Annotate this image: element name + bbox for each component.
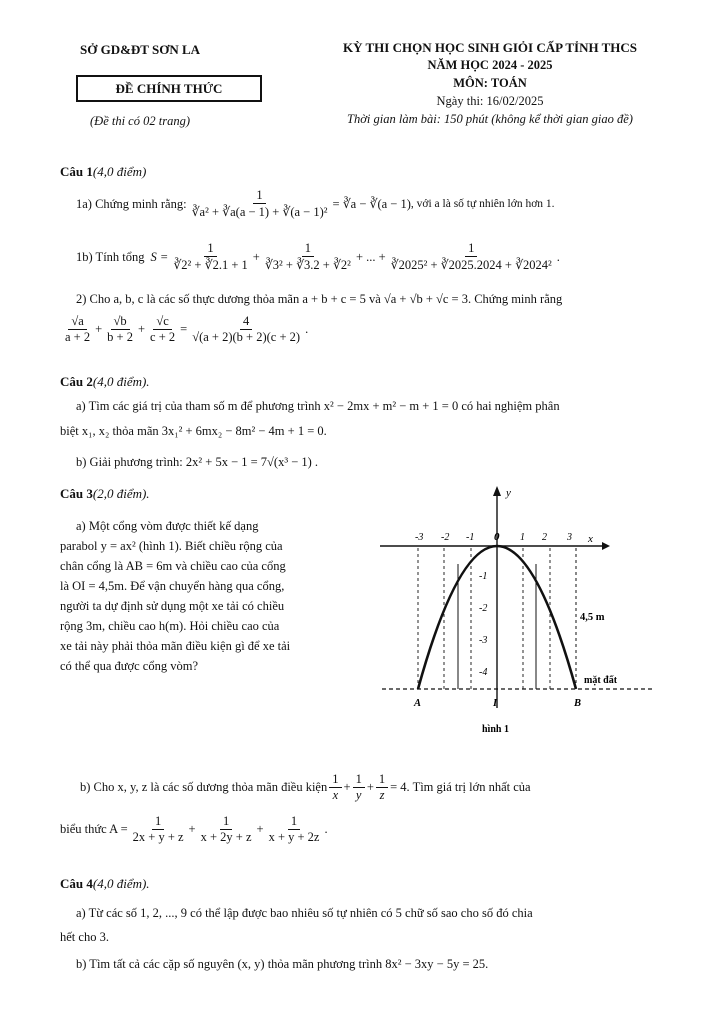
official-label-box [76,75,262,102]
point-a-label: A [414,698,422,709]
q4-title: Câu 4 [60,876,93,891]
q3a-line: có thể qua được cổng vòm? [60,659,198,673]
q1b-term1 [170,241,250,273]
x-axis-label: x [588,533,593,545]
q1c-frac-c [147,314,178,345]
point-b-label: B [574,698,582,709]
q1c-frac-rhs [189,314,303,345]
q1c-formula: $\frac{√a}{a + 2}$ + $\frac{√b}{b + 2}$ + $\frac{√c}{c + 2}$ = $\frac{4}{√(a + 2)(b + 2)(c + 2)}$ . [60,314,308,345]
q1c-frac-b-num: √b [111,314,130,330]
x-tick-label: -1 [466,532,475,543]
x-tick-label: 2 [542,532,547,543]
q1c-frac-rhs-den: √(a + 2)(b + 2)(c + 2) [192,330,301,344]
q1-heading [60,164,146,180]
exam-title: KỲ THI CHỌN HỌC SINH GIỎI CẤP TỈNH THCS [342,40,637,55]
q4a-line1: a) Từ các số 1, 2, ..., 9 có thể lập được bao nhiêu số tự nhiên có 5 chữ số sao cho số đó chia [76,906,533,920]
q1a-rhs: = ∛a − ∛(a − 1) [332,197,411,211]
q1a-line [76,188,555,220]
q1b-term2-num: 1 [302,241,314,257]
q2a-line1: a) Tìm các giá trị của tham số m để phương trình x² − 2mx + m² − m + 1 = 0 có hai nghiệm phân [76,399,560,413]
q1b-dots: + ... + [355,249,386,264]
q2a-line2: biệt x₁, x₂ thỏa mãn 3x₁² + 6mx₂ − 8m² − 4m + 1 = 0. [60,424,327,438]
q2b-line: b) Giải phương trình: 2x² + 5x − 1 = 7√(x³ − 1) . [76,455,319,469]
q1b-label: 1b) Tính tổng [76,249,145,264]
q1b-term3 [388,241,555,273]
q3b-frac2: $\frac{1}{x + 2y + z}$ [198,814,255,845]
y-axis-arrow-icon [493,486,501,496]
q3b-line1: b) Cho x, y, z là các số dương thỏa mãn điều kiện $\frac{1}{x}$ + $\frac{1}{y}$ + $\frac{1}{z}$ = 4. Tìm giá trị lớn nhất của [80,772,531,802]
figure-caption: hình 1 [482,724,509,735]
x-tick-label: 0 [494,531,500,543]
q3b-line2-pre: biểu thức A = [60,822,128,836]
q1a-fraction [189,188,331,220]
x-tick-label: -2 [441,532,450,543]
q1b-term1-num: 1 [204,241,216,257]
q1b-term2-den: ∛3² + ∛3.2 + ∛2² [264,258,351,272]
q3a-line: xe tải này phải thỏa mãn điều kiện gì để xe tải [60,639,291,653]
q1a-tail: , với a là số tự nhiên lớn hơn 1. [410,198,555,210]
exam-duration: Thời gian làm bài: 150 phút (không kể thời gian giao đề) [347,112,633,126]
q3a-line: chân cổng là AB = 6m và chiều cao của cổng [60,559,286,573]
q3a-line: là OI = 4,5m. Để vận chuyển hàng qua cổng, [60,579,285,593]
q4-points: (4,0 điểm). [92,876,150,891]
arch-figure [370,478,690,748]
q1c-frac-a-num: √a [68,314,86,330]
q3a-line: rộng 3m, chiều cao h(m). Hỏi chiều cao của [60,619,280,633]
x-tick-label: 1 [520,532,525,543]
q1b-term3-num: 1 [465,241,477,257]
ground-label: mặt đất [584,675,618,686]
q4b-line: b) Tìm tất cả các cặp số nguyên (x, y) thỏa mãn phương trình 8x² − 3xy − 5y = 25. [76,957,489,971]
y-tick-label: -1 [479,571,488,582]
q1a-denominator: ∛a² + ∛a(a − 1) + ∛(a − 1)² [191,205,328,219]
q3a-line: parabol y = ax² (hình 1). Biết chiều rộng của [60,539,283,553]
q1b-term1-den: ∛2² + ∛2.1 + 1 [173,258,248,272]
q4a-line2: hết cho 3. [60,930,109,944]
y-axis-label: y [506,487,511,499]
q1b-s: S = [150,249,169,264]
q3b-line2: biểu thức A = $\frac{1}{2x + y + z}$ + $\frac{1}{x + 2y + z}$ + $\frac{1}{x + y + 2z}$ . [60,814,328,844]
y-tick-label: -2 [479,603,488,614]
q3-points: (2,0 điểm). [92,486,150,501]
q1c-frac-a-den: a + 2 [65,330,91,344]
x-tick-label: -3 [415,532,424,543]
q3b-frac1: $\frac{1}{2x + y + z}$ [130,814,187,845]
y-tick-label: -3 [479,635,488,646]
q1c-frac-rhs-num: 4 [240,314,252,330]
q3b-frac3: $\frac{1}{x + y + 2z}$ [266,814,323,845]
q1a-numerator: 1 [253,188,265,204]
q1c-frac-b [104,314,136,345]
q1c-frac-b-den: b + 2 [107,330,133,344]
q3-title: Câu 3 [60,486,93,501]
q3b-frac1-den: 2x + y + z [132,830,184,844]
q3a-line: người ta dự định sử dụng một xe tải có chiều [60,599,285,613]
height-label: 4,5 m [580,612,605,623]
x-axis-arrow-icon [602,542,610,550]
pages-note: (Đề thi có 02 trang) [90,114,190,128]
q3-heading [60,486,150,502]
school-year: NĂM HỌC 2024 - 2025 [427,58,553,72]
q4-heading [60,876,150,892]
q3a-paragraph [60,516,356,676]
y-tick-label: -4 [479,667,488,678]
x-tick-label: 3 [567,532,572,543]
q1a-label: 1a) Chứng minh rằng: [76,196,187,211]
q1c-frac-a [62,314,93,345]
q2-points: (4,0 điểm). [92,374,150,389]
q3b-line1-pre: b) Cho x, y, z là các số dương thỏa mãn điều kiện [80,780,328,794]
q2-title: Câu 2 [60,374,93,389]
q3b-line1-post: = 4. Tìm giá trị lớn nhất của [390,780,531,794]
q1c-line1: 2) Cho a, b, c là các số thực dương thỏa mãn a + b + c = 5 và √a + √b + √c = 3. Chứng minh rằng [76,292,563,306]
subject: MÔN: TOÁN [453,76,527,90]
exam-date: Ngày thi: 16/02/2025 [436,94,544,108]
q1b-line: 1b) Tính tổng S = $\frac{1}{\text{∛2² + ∛2.1 + 1}}$ + $\frac{1}{\text{∛3² + ∛3.2 + ∛2²}}$ + ... + $\frac{1}{\text{∛2025² + ∛2025.2024 + ∛2024²}}$ . [76,241,560,272]
q1b-term2 [262,241,354,273]
q1b-term3-den: ∛2025² + ∛2025.2024 + ∛2024² [390,258,552,272]
official-label: ĐỀ CHÍNH THỨC [115,81,223,96]
q1-points: (4,0 điểm) [92,164,147,179]
q1c-frac-c-num: √c [153,314,171,330]
q1-title: Câu 1 [60,164,93,179]
q1c-frac-c-den: c + 2 [150,330,176,344]
q3b-frac3-den: x + y + 2z [268,830,320,844]
point-i-label: I [493,698,498,709]
org-name: SỞ GD&ĐT SƠN LA [80,42,201,57]
q3a-line: a) Một cổng vòm được thiết kế dạng [76,519,259,533]
q3b-frac2-den: x + 2y + z [200,830,252,844]
q2-heading [60,374,150,390]
